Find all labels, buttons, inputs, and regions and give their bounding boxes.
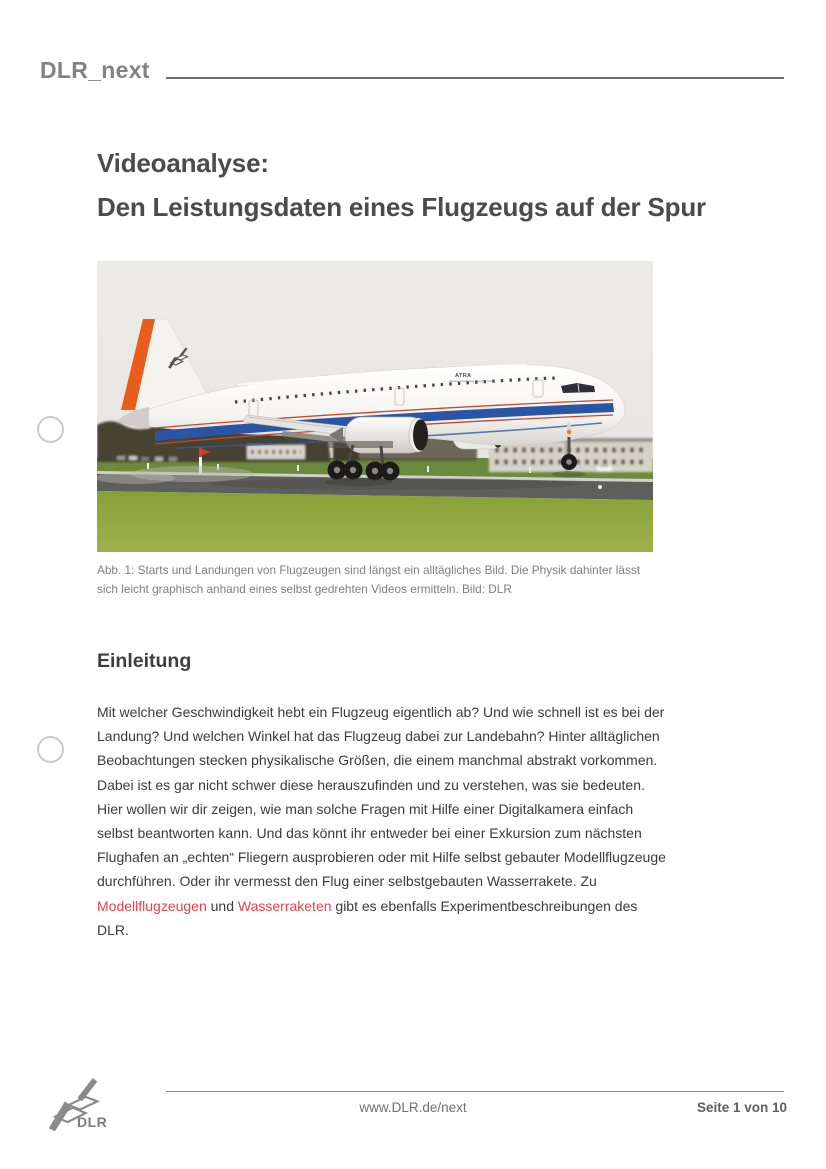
intro-text-3: gibt es ebenfalls Experimentbeschreibungen des DLR. bbox=[97, 897, 638, 938]
aircraft-marking-subtitle: Advanced Technology Research Aircraft bbox=[449, 380, 495, 383]
link-modellflugzeugen[interactable]: Modellflugzeugen bbox=[97, 897, 207, 914]
intro-paragraph bbox=[97, 700, 669, 942]
title-line-1: Videoanalyse: bbox=[97, 148, 269, 178]
punch-hole-bottom bbox=[37, 736, 64, 763]
section-heading-einleitung: Einleitung bbox=[97, 650, 192, 672]
figure-caption: Abb. 1: Starts und Landungen von Flugzeugen sind längst ein alltägliches Bild. Die Physik dahinter lässt sich leicht graphisch anhand eines selbst gedrehten Videos ermitteln. Bild: DLR bbox=[97, 563, 640, 596]
title-line-2: Den Leistungsdaten eines Flugzeugs auf der Spur bbox=[97, 192, 706, 222]
intro-text-1: Mit welcher Geschwindigkeit hebt ein Flugzeug eigentlich ab? Und wie schnell ist es bei der Landung? Und welchen Winkel hat das Flugzeug dabei zur Landebahn? Hinter alltäglichen Beobachtungen stecken physikalische Größen, die einem manchmal abstrakt vorkommen. Dabei ist es gar nicht schwer diese herauszufinden und zu verstehen, was sie bedeuten. Hier wollen wir dir zeigen, wie man solche Fragen mit Hilfe einer Digitalkamera einfach selbst beantworten kann. Und das könnt ihr entweder bei einer Exkursion zum nächsten Flughafen an „echten“ Fliegern ausprobieren oder mit Hilfe selbst gebauter Modellflugzeuge durchführen. Oder ihr vermesst den Flug einer selbstgebauten Wasserrakete. Zu bbox=[97, 704, 666, 890]
intro-text-2: und bbox=[206, 897, 238, 914]
aircraft-photo-illustration bbox=[97, 261, 653, 552]
link-wasserraketen[interactable]: Wasserraketen bbox=[237, 897, 332, 914]
dlr-logo-label: DLR bbox=[77, 1114, 108, 1130]
page-number: Seite 1 von 10 bbox=[696, 1100, 787, 1115]
punch-hole-top bbox=[37, 416, 64, 443]
grass bbox=[97, 491, 653, 552]
page-title bbox=[97, 141, 757, 229]
aircraft-photo bbox=[97, 261, 653, 552]
footer-rule bbox=[166, 1091, 784, 1092]
footer-url: www.DLR.de/next bbox=[359, 1100, 467, 1115]
aircraft-marking-text: ATRA bbox=[455, 373, 472, 379]
header-rule bbox=[166, 77, 784, 79]
brand-logo-text: DLR_next bbox=[40, 57, 150, 83]
figure-aircraft bbox=[97, 261, 653, 599]
